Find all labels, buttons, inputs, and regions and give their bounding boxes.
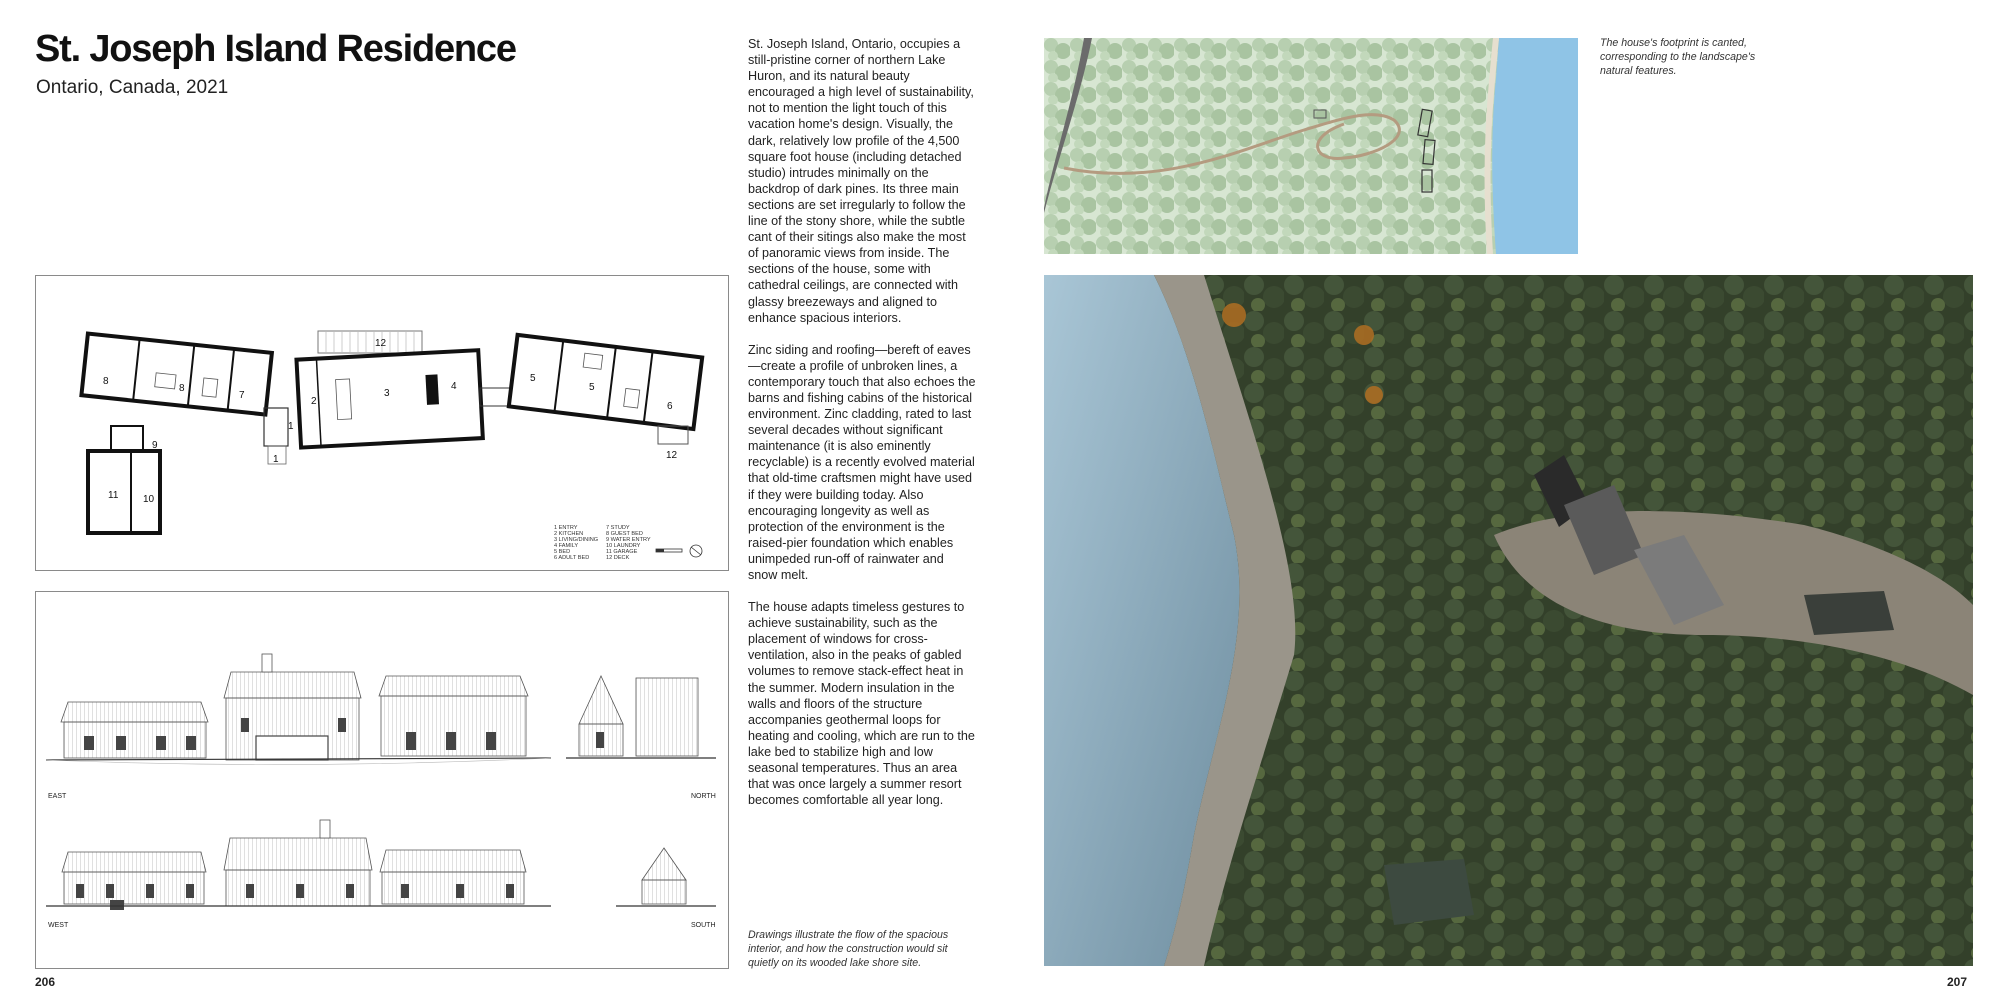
legend-item: 11 GARAGE: [606, 549, 638, 555]
room-number: 12: [375, 338, 387, 349]
legend-item: 7 STUDY: [606, 525, 630, 531]
body-paragraph: Zinc siding and roofing—bereft of eaves—create a profile of unbroken lines, a contemporary touch that also echoes the barns and fishing cabins of the historical environment. Zinc cladding, rated to last several decades without significant maintenance (it is also eminently recyclable) is a recently evolved material that old-time craftsmen might have used if they were building today. Also encouraging longevity as well as protection of the environment is the raised-pier foundation which enables unimpeded run-off of rainwater and snow melt.: [748, 342, 976, 582]
floor-plan-drawing: [35, 275, 729, 571]
legend-item: 12 DECK: [606, 555, 630, 561]
drawings-caption: Drawings illustrate the flow of the spacious interior, and how the construction would sit quietly on its wooded lake shore site.: [748, 929, 949, 969]
room-number: 2: [311, 396, 317, 407]
page-number-right: 207: [1947, 975, 1968, 989]
room-number: 5: [589, 382, 595, 393]
room-number: 10: [143, 494, 155, 505]
south-elevation: [616, 848, 716, 929]
legend-item: 8 GUEST BED: [606, 531, 643, 537]
legend-item: 5 BED: [554, 549, 571, 555]
north-arrow-icon: [690, 545, 702, 557]
legend-item: 1 ENTRY: [554, 525, 578, 531]
room-number: 7: [239, 390, 245, 401]
room-number: 8: [103, 376, 109, 387]
article-body: [748, 36, 976, 824]
room-number: 1: [288, 421, 294, 432]
page-number-left: 206: [35, 975, 56, 989]
scale-bar-icon: [656, 549, 682, 552]
room-number: 6: [667, 401, 673, 412]
elevation-label: EAST: [48, 793, 67, 800]
room-number: 11: [108, 490, 119, 501]
elevation-label: WEST: [48, 922, 69, 929]
legend-item: 2 KITCHEN: [554, 531, 584, 537]
north-elevation: [566, 676, 716, 800]
legend-item: 3 LIVING/DINING: [554, 537, 599, 543]
site-plan-illustration: [1044, 38, 1578, 254]
legend-item: 9 WATER ENTRY: [606, 537, 651, 543]
page-title: St. Joseph Island Residence: [35, 28, 516, 70]
floor-plan-legend: [554, 525, 651, 561]
legend-item: 4 FAMILY: [554, 543, 579, 549]
room-number: 9: [152, 440, 158, 451]
body-paragraph: St. Joseph Island, Ontario, occupies a still-pristine corner of northern Lake Huron, and its natural beauty encouraged a high level of sustainability, not to mention the light touch of this vacation home's design. Visually, the dark, relatively low profile of the 4,500 square foot house (including detached studio) intrudes minimally on the backdrop of dark pines. Its three main sections are set irregularly to follow the line of the stony shore, while the subtle cant of their sitings also make the most of panoramic views from inside. The sections of the house, some with cathedral ceilings, are connected with glassy breezeways and aligned to enhance spacious interiors.: [748, 37, 974, 325]
room-number: 1: [273, 454, 279, 465]
elevation-label: SOUTH: [691, 922, 716, 929]
page-subtitle: Ontario, Canada, 2021: [36, 77, 229, 98]
west-elevation: [46, 820, 551, 929]
site-plan-caption: The house's footprint is canted, corresponding to the landscape's natural features.: [1600, 37, 1756, 77]
room-number: 8: [179, 383, 185, 394]
legend-item: 10 LAUNDRY: [606, 543, 641, 549]
elevations-drawing: [35, 591, 729, 969]
room-number: 4: [451, 381, 457, 392]
room-number: 5: [530, 373, 536, 384]
room-number: 3: [384, 388, 390, 399]
aerial-photograph: [1044, 275, 1973, 966]
body-paragraph: The house adapts timeless gestures to achieve sustainability, such as the placement of windows for cross-ventilation, also in the peaks of gabled volumes to remove stack-effect heat in the summer. Modern insulation in the walls and floors of the structure accompanies geothermal loops for heating and cooling, which are run to the lake bed to stabilize high and low seasonal temperatures. Thus an area that was once largely a summer resort becomes comfortable all year long.: [748, 600, 975, 808]
legend-item: 6 ADULT BED: [554, 555, 590, 561]
room-number: 12: [666, 450, 678, 461]
elevation-label: NORTH: [691, 793, 716, 800]
east-elevation: [46, 654, 551, 800]
